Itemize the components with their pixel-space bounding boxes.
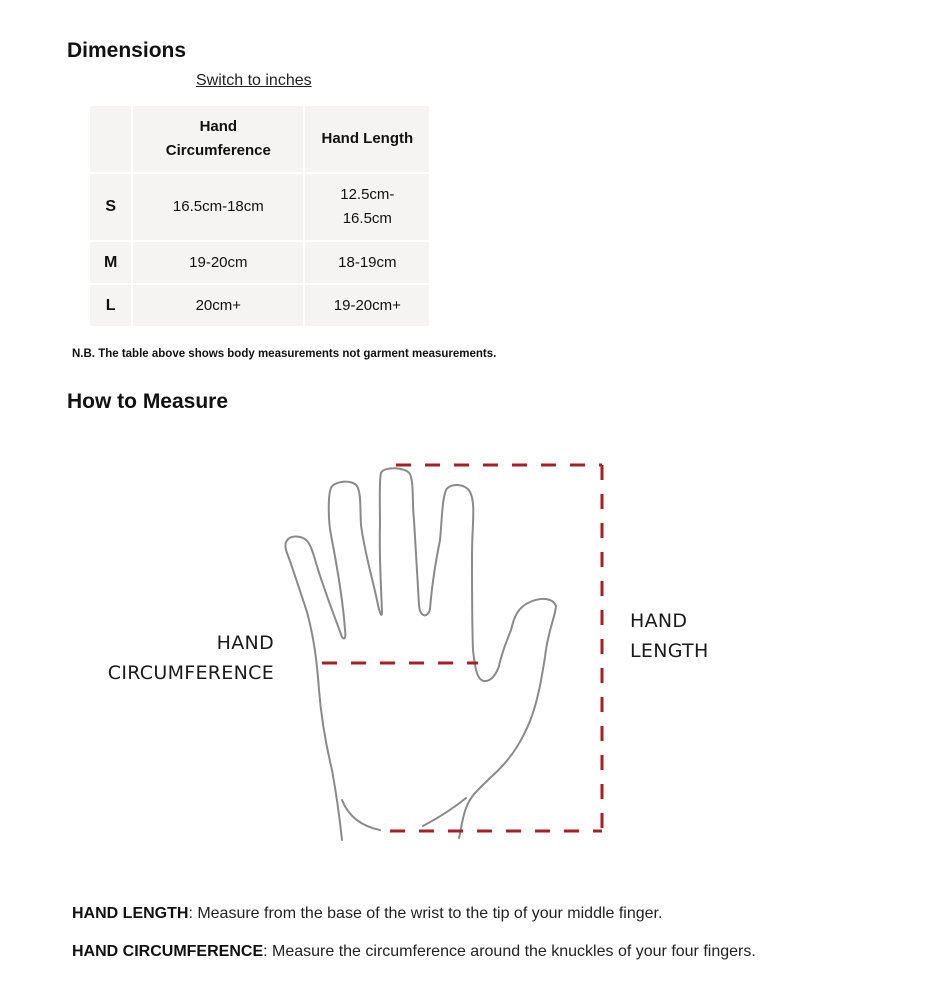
definition-text: : Measure the circumference around the knuckles of your four fingers.: [263, 943, 756, 960]
circumference-cell: 19-20cm: [132, 241, 304, 284]
table-header-row: [89, 105, 430, 173]
definition-hand-length: [72, 905, 662, 923]
length-cell: 18-19cm: [304, 241, 430, 284]
circumference-label-line2: CIRCUMFERENCE: [107, 662, 274, 684]
header-length: Hand Length: [304, 105, 430, 173]
definition-term: HAND LENGTH: [72, 905, 189, 922]
length-cell: 19-20cm+: [304, 284, 430, 327]
definition-term: HAND CIRCUMFERENCE: [72, 943, 264, 960]
measurement-guides: [322, 465, 602, 831]
header-circumference: Hand Circumference: [132, 105, 304, 173]
hand-outline-icon: [285, 468, 556, 840]
length-label-line1: HAND: [630, 610, 688, 632]
size-cell: M: [89, 241, 132, 284]
table-row: [89, 241, 430, 284]
size-table: [88, 104, 431, 328]
length-label-line2: LENGTH: [630, 640, 709, 662]
circumference-cell: 20cm+: [132, 284, 304, 327]
dimensions-title: Dimensions: [67, 39, 187, 62]
table-row: [89, 173, 430, 241]
definition-hand-circumference: [72, 943, 756, 961]
table-note: N.B. The table above shows body measurements not garment measurements.: [72, 348, 497, 360]
definition-text: : Measure from the base of the wrist to the tip of your middle finger.: [188, 905, 663, 922]
size-cell: S: [89, 173, 132, 241]
table-row: [89, 284, 430, 327]
length-cell: 12.5cm-16.5cm: [304, 173, 430, 241]
hand-measure-diagram: [0, 440, 942, 860]
size-cell: L: [89, 284, 132, 327]
switch-to-inches-link[interactable]: Switch to inches: [196, 72, 312, 89]
how-to-measure-title: How to Measure: [67, 390, 229, 413]
header-size: [89, 105, 132, 173]
circumference-cell: 16.5cm-18cm: [132, 173, 304, 241]
circumference-label-line1: HAND: [216, 632, 274, 654]
